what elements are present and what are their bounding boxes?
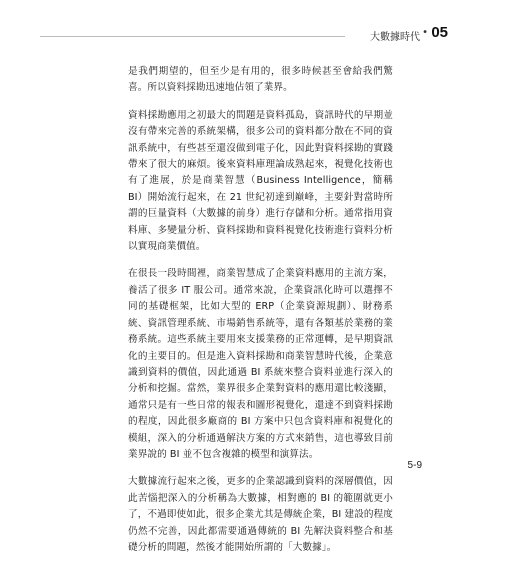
header-rule (40, 36, 345, 37)
paragraph: 在很長一段時間裡，商業智慧成了企業資料應用的主流方案，養活了很多 IT 服公司。通常來說，企業資訊化時可以選擇不同的基礎框架，比如大型的 ERP（企業資源規劃）、財務系統、資訊管理系統、市場銷售系統等，還有各類基於業務的業務系統。這些系統主要用來支援業務的正常運轉，是早期資訊化的主要目的。但是進入資料採勘和商業智慧時代後，企業意識到資料的價值，因此通過 BI 系統來整合資料並進行深入的分析和挖掘。當然，業界很多企業對資料的應用還比較淺顯，通常只是有一些日常的報表和圖形視覺化，還達不到資料採勘的程度，因此很多廠商的 BI 方案中只包含資料庫和視覺化的模組，深入的分析通過解決方案的方式來銷售，這也導致目前業界說的 BI 並不包含複雜的模型和演算法。 (128, 268, 393, 460)
body-text (128, 64, 393, 567)
page-number: 5-9 (407, 460, 422, 471)
paragraph: 是我們期望的，但至少是有用的，很多時候甚至會給我們驚喜。所以資料採勘迅速地佔領了業界。 (128, 66, 393, 94)
paragraph: 大數據流行起來之後，更多的企業認識到資料的深層價值，因此苦惱把深入的分析稱為大數據，相對應的 BI 的範圍就更小了，不過即使如此，很多企業尤其是傳統企業，BI 建設的程度仍然不完善，因此都需要通過傳統的 BI 先解決資料整合和基礎分析的問題，然後才能開始所謂的「大數據」。 (128, 476, 393, 553)
paragraph: 資料採勘應用之初最大的問題是資料孤島，資訊時代的早期並沒有帶來完善的系統架構，很多公司的資料都分散在不同的資訊系統中，有些甚至還沒做到電子化，因此對資料採勘的實踐帶來了很大的麻煩。後來資料庫理論成熟起來，視覺化技術也有了進展，於是商業智慧（Business Intelligence，簡稱 BI）開始流行起來，在 21 世紀初達到巔峰，主要針對當時所謂的巨量資料（大數據的前身）進行存儲和分析。通常指用資料庫、多變量分析、資料採勘和資料視覺化技術進行資料分析以實現商業價值。 (128, 109, 393, 253)
header-separator: • (422, 27, 428, 38)
chapter-number: 05 (431, 24, 448, 41)
running-header (0, 22, 520, 52)
chapter-title: 大數據時代 (370, 32, 420, 43)
